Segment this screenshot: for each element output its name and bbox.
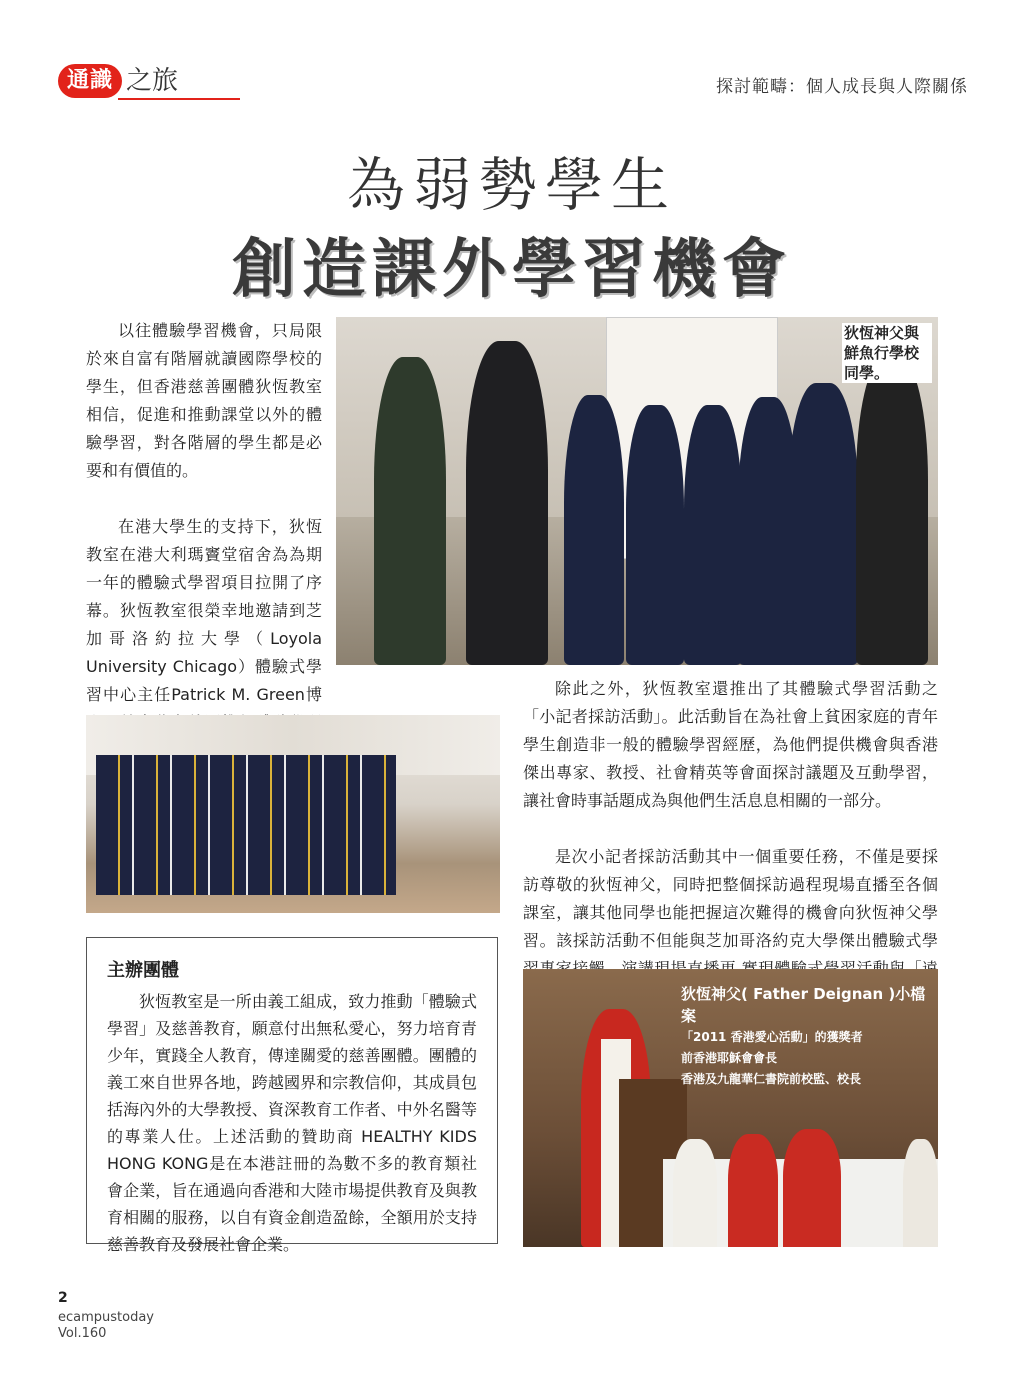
headline-line1: 為弱勢學生 bbox=[346, 151, 677, 219]
photo-group-students bbox=[86, 715, 500, 913]
person-student bbox=[684, 405, 742, 665]
profile-caption-line: 前香港耶穌會會長 bbox=[681, 1051, 778, 1065]
magazine-logo bbox=[58, 60, 193, 102]
photo-father-at-lectern bbox=[523, 969, 938, 1247]
organizer-body: 狄恆教室是一所由義工組成，致力推動「體驗式學習」及慈善教育，願意付出無私愛心，努力培育青少年，實踐全人教育，傳達關愛的慈善團體。團體的義工來自世界各地，跨越國界和宗教信仰，其成員包括海內外的大學教授、資深教育工作者、中外名醫等的專業人仕。上述活動的贊助商 HEALTHY KIDS HONG KONG是在本港註冊的為數不多的教育類社會企業，旨在通過向香港和大陸市場提供教育及與教育相關的服務，以自有資金創造盈餘，全額用於支持慈善教育及發展社會企業。 bbox=[107, 992, 477, 1254]
photo-caption: 狄恆神父與鮮魚行學校同學。 bbox=[842, 323, 932, 383]
person-student bbox=[626, 405, 684, 665]
person-man-green-blazer bbox=[374, 357, 446, 665]
magazine-name: ecampustoday bbox=[58, 1310, 155, 1325]
seated-person bbox=[728, 1134, 778, 1247]
left-column bbox=[86, 317, 322, 765]
reporter-activity-paragraph: 除此之外，狄恆教室還推出了其體驗式學習活動之「小記者採訪活動」。此活動旨在為社會上貧困家庭的青年學生創造非一般的體驗學習經歷，為他們提供機會與香港傑出專家、教授、社會精英等會面探討議題及互動學習，讓社會時事話題成為與他們生活息息相關的一部分。 bbox=[523, 679, 938, 810]
seated-person bbox=[673, 1139, 717, 1247]
seated-person bbox=[903, 1139, 938, 1247]
logo-text: 之旅 bbox=[126, 66, 179, 96]
organizer-box bbox=[86, 937, 498, 1254]
organizer-title: 主辦團體 bbox=[107, 960, 179, 981]
page-number: 2 bbox=[58, 1290, 68, 1306]
profile-caption-line: 香港及九龍華仁書院前校監、校長 bbox=[681, 1072, 862, 1086]
profile-caption-line: 「2011 香港愛心活動」的獲獎者 bbox=[681, 1030, 863, 1044]
person-priest bbox=[466, 341, 548, 665]
profile-caption-title: 狄恆神父( Father Deignan )小檔案 bbox=[681, 985, 926, 1025]
volume-number: Vol.160 bbox=[58, 1326, 107, 1341]
photo-father-with-students bbox=[336, 317, 938, 665]
person-student bbox=[788, 383, 858, 665]
seated-person bbox=[783, 1129, 841, 1247]
students-group bbox=[96, 755, 396, 895]
logo-badge: 通識 bbox=[58, 64, 122, 98]
right-column bbox=[523, 675, 938, 1011]
logo-underline bbox=[118, 98, 240, 100]
hku-paragraph: 在港大學生的支持下，狄恆教室在港大利瑪竇堂宿舍為為期一年的體驗式學習項目拉開了序幕。狄恆教室很榮幸地邀請到芝加哥洛約拉大學（Loyola University Chicago）體驗式學習中心主任Patrick M. Green博 bbox=[86, 517, 322, 704]
person-student bbox=[564, 395, 624, 665]
interview-paragraph: 是次小記者採訪活動其中一個重要任務，不僅是要採訪尊敬的狄恆神父，同時把整個採訪過程現場直播至各個課室，讓其他同學也能把握這次難得的機會向狄恆神父學習。該採訪活動不但能與芝加哥洛約克大學傑出體驗式學 bbox=[523, 847, 938, 950]
person-adult bbox=[856, 357, 928, 665]
profile-caption bbox=[681, 983, 933, 1090]
topic-scope: 探討範疇：個人成長與人際關係 bbox=[716, 77, 968, 97]
intro-paragraph: 以往體驗學習機會，只局限於來自富有階層就讀國際學校的學生，但香港慈善團體狄恆教室相信，促進和推動課堂以外的體驗學習，對各階層的學生都是必要和有價值的。 bbox=[86, 321, 322, 480]
headline-line2: 創造課外學習機會 bbox=[232, 233, 792, 307]
